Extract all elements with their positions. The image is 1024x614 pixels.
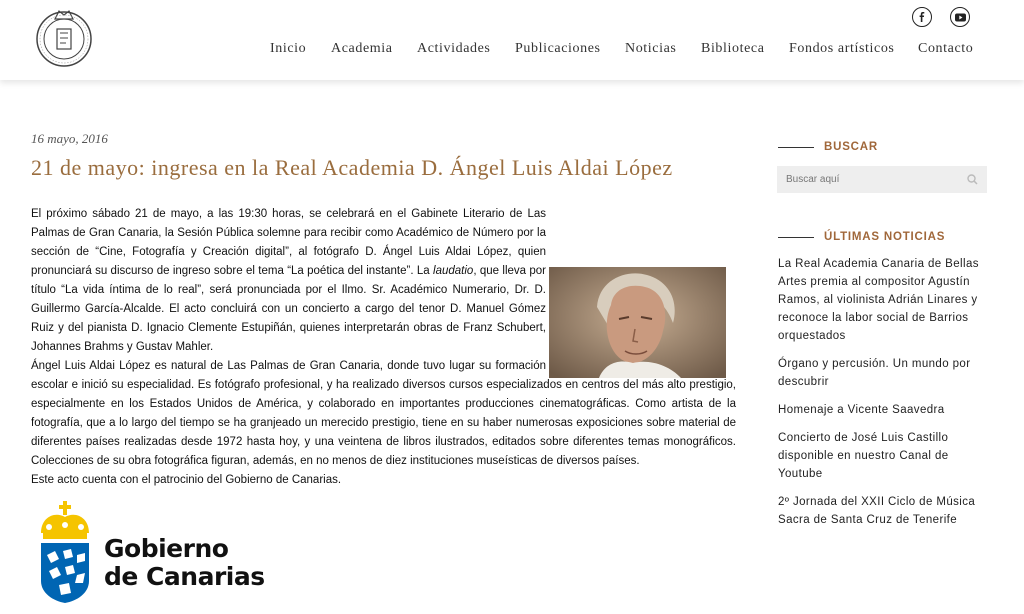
search-input[interactable] (777, 166, 975, 193)
nav-biblioteca[interactable]: Biblioteca (701, 41, 765, 56)
nav-noticias[interactable]: Noticias (625, 41, 677, 56)
search-icon[interactable] (967, 174, 978, 185)
paragraph-2: Ángel Luis Aldai López es natural de Las Palmas de Gran Canaria, donde tuvo lugar su formación escolar e inició su especialidad. Es fotógrafo profesional, y ha realizado diversos cursos especializados en centros del más alto prestigio, especialmente en los Estados Unidos de América, y colaborado en importantes producciones cinematográficas. Como artista de la fotografía, que a lo largo del tiempo se ha granjeado un merecido prestigio, tiene en su haber numerosas exposiciones sobre material de diferentes países realizadas desde 1972 hasta hoy, y una veintena de libros ilustrados, editados sobre diferentes temas monográficos. Colecciones de su obra fotográfica figuran, además, en no menos de diez instituciones museísticas de diversos países. (31, 360, 736, 467)
search-heading-label: BUSCAR (824, 141, 878, 153)
laudatio-term: laudatio (433, 265, 474, 277)
nav-actividades[interactable]: Actividades (417, 41, 491, 56)
nav-publicaciones[interactable]: Publicaciones (515, 41, 601, 56)
heading-rule (778, 237, 814, 238)
youtube-icon[interactable] (950, 7, 970, 27)
nav-fondos-artisticos[interactable]: Fondos artísticos (789, 41, 895, 56)
search-heading (778, 141, 878, 153)
news-item[interactable]: 2º Jornada del XXII Ciclo de Música Sacra de Santa Cruz de Tenerife (778, 496, 976, 526)
news-heading (778, 231, 945, 243)
latest-news-list (778, 255, 990, 539)
news-item[interactable]: Homenaje a Vicente Saavedra (778, 404, 945, 416)
news-item[interactable]: Órgano y percusión. Un mundo por descubrir (778, 358, 971, 388)
gob-line-1: Gobierno (104, 534, 229, 563)
gob-line-2: de Canarias (104, 562, 265, 591)
portrait-photo (549, 267, 726, 378)
nav-academia[interactable]: Academia (331, 41, 393, 56)
facebook-icon[interactable] (912, 7, 932, 27)
gobierno-canarias-text (104, 535, 265, 591)
heading-rule (778, 147, 814, 148)
news-heading-label: ÚLTIMAS NOTICIAS (824, 231, 946, 243)
paragraph-1-text-a: El próximo sábado 21 de mayo, a las 19:30 horas, se celebrará en el Gabinete Literario de Las Palmas de Gran Canaria, la Sesión Pública solemne para recibir como Académico de Número por la sección de “Cine, Fotografía y Creación digital”, al fotógrafo D. Ángel Luis Aldai López, quien pronunciará su discurso de ingreso sobre el tema “La poética del instante”. La (31, 208, 546, 277)
post-title: 21 de mayo: ingresa en la Real Academia D. Ángel Luis Aldai López (31, 155, 673, 180)
site-header (0, 0, 1024, 80)
nav-contacto[interactable]: Contacto (918, 41, 974, 56)
news-item[interactable]: La Real Academia Canaria de Bellas Artes premia al compositor Agustín Ramos, al violinista Adrián Linares y reconoce la labor social de Barrios orquestados (778, 258, 979, 342)
nav-inicio[interactable]: Inicio (270, 41, 307, 56)
paragraph-1-text-b: , que lleva por título “La vida íntima de lo real”, será pronunciada por el Ilmo. Sr. Académico Numerario, Dr. D. Guillermo García-Alcalde. El acto concluirá con un concierto a cargo del tenor D. Manuel Gómez Ruiz y del pianista D. Ignacio Clemente Estupiñán, quienes interpretarán obras de Franz Schubert, Johannes Brahms y Gustav Mahler. (31, 265, 546, 353)
news-item[interactable]: Concierto de José Luis Castillo disponible en nuestro Canal de Youtube (778, 432, 949, 480)
main-nav (0, 41, 1024, 61)
post-date: 16 mayo, 2016 (31, 131, 108, 146)
search-box (777, 166, 987, 193)
paragraph-3: Este acto cuenta con el patrocinio del Gobierno de Canarias. (31, 474, 342, 486)
